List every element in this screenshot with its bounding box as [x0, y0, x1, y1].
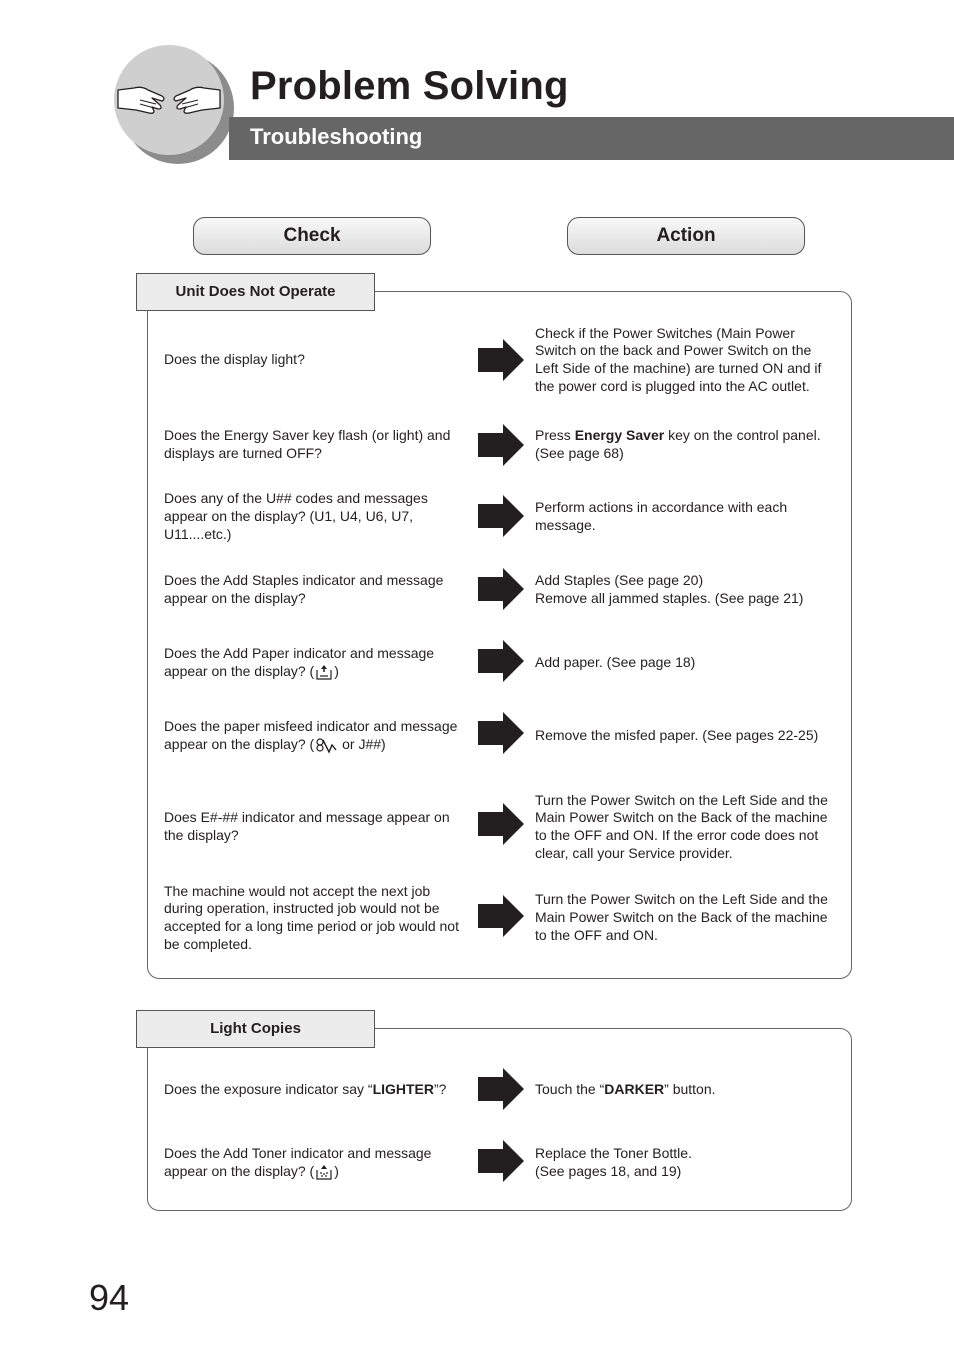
check-text: Does the display light?	[164, 351, 305, 368]
troubleshoot-row	[164, 489, 854, 545]
action-text: Turn the Power Switch on the Left Side and the Main Power Switch on the Back of the machine to the OFF and ON. If the error code does not clear, call your Service provider.	[535, 791, 828, 861]
group-title-unit-does-not-operate: Unit Does Not Operate	[136, 273, 375, 311]
misfeed-icon	[315, 736, 337, 754]
action-text: Remove the misfed paper. (See pages 22-25)	[535, 727, 819, 744]
check-text: Does E#-## indicator and message appear on the display?	[164, 809, 450, 843]
action-text: Check if the Power Switches (Main Power Switch on the back and Power Switch on the Left Side of the machine) are turned ON and if the power cord is plugged into the AC outlet.	[535, 324, 822, 394]
action-column-header: Action	[567, 217, 805, 255]
check-text: Does the Energy Saver key flash (or light) and displays are turned OFF?	[164, 427, 451, 461]
check-text: Does the Add Staples indicator and message appear on the display?	[164, 572, 444, 606]
action-text: Add paper. (See page 18)	[535, 654, 696, 671]
troubleshoot-row	[164, 643, 854, 683]
add-paper-icon	[315, 663, 333, 681]
troubleshoot-row	[164, 716, 854, 756]
arrow-right-icon	[478, 712, 524, 754]
action-text-line: Remove all jammed staples. (See page 21)	[535, 590, 804, 606]
arrow-right-icon	[478, 895, 524, 937]
check-text-part: Does the Add Toner indicator and message appear on the display? (	[164, 1145, 432, 1179]
troubleshoot-row	[164, 880, 854, 956]
add-toner-icon	[315, 1163, 333, 1181]
action-text-line: Replace the Toner Bottle.	[535, 1145, 692, 1162]
check-text	[164, 718, 459, 754]
arrow-right-icon	[478, 424, 524, 466]
arrow-right-icon	[478, 640, 524, 682]
action-text: Perform actions in accordance with each message.	[535, 499, 788, 533]
action-text-part: key on the control panel. (See page 68)	[535, 427, 821, 461]
check-text	[164, 645, 459, 681]
hands-icon	[116, 80, 222, 120]
action-text-line: (See pages 18, and 19)	[535, 1163, 682, 1179]
troubleshoot-row	[164, 1070, 854, 1110]
action-text-part: ” button.	[664, 1081, 716, 1098]
check-text-part: Does the Add Paper indicator and message appear on the display? (	[164, 645, 435, 679]
action-text	[535, 427, 835, 462]
check-text: The machine would not accept the next job during operation, instructed job would not be accepted for a long time period or job would not be completed.	[164, 882, 459, 952]
arrow-right-icon	[478, 803, 524, 845]
troubleshoot-row	[164, 1143, 854, 1183]
darker-label: DARKER	[604, 1081, 665, 1098]
check-column-header: Check	[193, 217, 431, 255]
check-text-part: )	[334, 662, 339, 679]
check-text-part: Does the exposure indicator say “	[164, 1081, 373, 1098]
action-text-part: Touch the “	[535, 1081, 605, 1098]
action-text	[535, 1081, 716, 1099]
arrow-right-icon	[478, 1068, 524, 1110]
check-text-part: ”?	[434, 1081, 447, 1098]
group-title-light-copies: Light Copies	[136, 1010, 375, 1048]
troubleshoot-row	[164, 322, 854, 398]
check-text	[164, 1081, 446, 1099]
check-text-part: or J##)	[338, 735, 386, 752]
check-text	[164, 1145, 459, 1181]
action-text: Turn the Power Switch on the Left Side and the Main Power Switch on the Back of the machine to the OFF and ON.	[535, 891, 828, 943]
arrow-right-icon	[478, 568, 524, 610]
troubleshoot-row	[164, 425, 854, 465]
check-text-part: Does the paper misfeed indicator and message appear on the display? (	[164, 718, 458, 752]
arrow-right-icon	[478, 495, 524, 537]
section-title: Troubleshooting	[250, 124, 423, 149]
troubleshoot-row	[164, 570, 854, 610]
check-text-part: )	[334, 1162, 339, 1179]
action-text-part: Press	[535, 427, 575, 444]
arrow-right-icon	[478, 1140, 524, 1182]
action-text-line: Add Staples (See page 20)	[535, 572, 704, 589]
arrow-right-icon	[478, 339, 524, 381]
energy-saver-key-label: Energy Saver	[574, 427, 665, 444]
page-number: 94	[89, 1277, 130, 1318]
light-copies-panel	[147, 1028, 852, 1211]
lighter-label: LIGHTER	[372, 1081, 435, 1098]
page-title: Problem Solving	[250, 64, 569, 108]
check-text: Does any of the U## codes and messages appear on the display? (U1, U4, U6, U7, U11....etc.)	[164, 490, 428, 542]
troubleshoot-row	[164, 789, 854, 865]
